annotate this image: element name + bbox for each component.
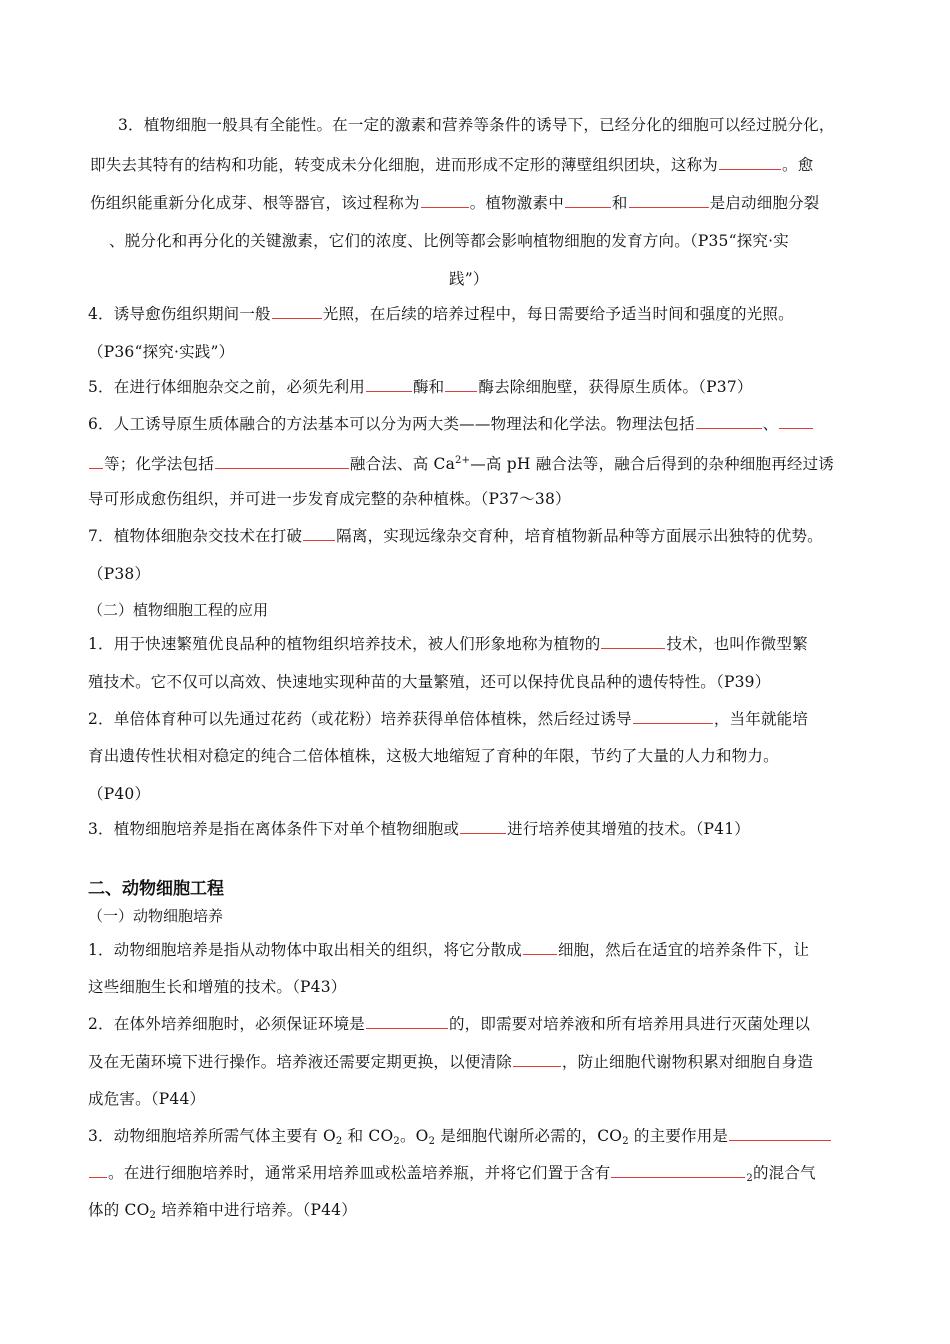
para-7-line-1: 7．植物体细胞杂交技术在打破 隔离，实现远缘杂交育种，培育植物新品种等方面展示出独特的优势。 (88, 527, 823, 545)
answer-blank[interactable] (303, 526, 335, 541)
answer-blank[interactable] (366, 377, 412, 392)
para-4-line-2: （P36“探究·实践”） (88, 343, 235, 361)
answer-blank[interactable] (272, 304, 322, 319)
answer-blank[interactable] (565, 193, 611, 208)
para-6-line-3: 导可形成愈伤组织，并可进一步发育成完整的杂种植株。（P37～38） (88, 490, 571, 508)
application-3-line-1: 3．植物细胞培养是指在离体条件下对单个植物细胞或 进行培养使其增殖的技术。（P41） (88, 820, 750, 838)
answer-blank[interactable] (215, 454, 349, 469)
culture-2-line-1: 2．在体外培养细胞时，必须保证环境是 的，即需要对培养液和所有培养用具进行灭菌处理以 (88, 1015, 811, 1033)
application-2-line-2: 育出遗传性状相对稳定的纯合二倍体植株，这极大地缩短了育种的年限，节约了大量的人力和物力。 (88, 747, 779, 765)
culture-3-line-3: 体的 $CO_2$ 培养箱中进行培养。（P44） (88, 1201, 357, 1221)
answer-blank[interactable] (779, 414, 813, 429)
answer-blank[interactable] (629, 193, 709, 208)
para-7-line-2: （P38） (88, 565, 151, 583)
application-1-line-1: 1．用于快速繁殖优良品种的植物组织培养技术，被人们形象地称为植物的 技术，也叫作微型繁 (88, 635, 808, 653)
culture-1-line-1: 1．动物细胞培养是指从动物体中取出相关的组织，将它分散成 细胞，然后在适宜的培养条件下，让 (88, 941, 810, 959)
para-3-line-2: 即失去其特有的结构和功能，转变成未分化细胞，进而形成不定形的薄壁组织团块，这称为 。愈 (90, 156, 814, 174)
application-2-line-1: 2．单倍体育种可以先通过花药（或花粉）培养获得单倍体植株，然后经过诱导 ，当年就能培 (88, 710, 809, 728)
answer-blank[interactable] (460, 819, 506, 834)
culture-3-line-1: 3．动物细胞培养所需气体主要有 $O_2$ 和 $CO_2$。$O_2$ 是细胞代谢所必需的，$CO_2$ 的主要作用是 (88, 1126, 832, 1152)
para-6-line-1: 6．人工诱导原生质体融合的方法基本可以分为两大类——物理法和化学法。物理法包括 、 (88, 414, 814, 434)
section-heading-animal-cell-engineering: 二、动物细胞工程 (88, 879, 224, 899)
answer-blank[interactable] (696, 414, 762, 429)
section-heading-animal-cell-culture: （一）动物细胞培养 (88, 907, 224, 925)
answer-blank[interactable] (729, 1126, 831, 1141)
para-6-line-2: 等；化学法包括 融合法、高 $Ca^{2+}—$高 pH 融合法等，融合后得到的杂种细胞再经过诱 (88, 451, 834, 474)
answer-blank[interactable] (445, 377, 477, 392)
answer-blank[interactable] (513, 1052, 561, 1067)
para-3-line-5: 践”） (449, 270, 489, 288)
application-2-line-3: （P40） (88, 785, 151, 803)
para-4-line-1: 4．诱导愈伤组织期间一般 光照，在后续的培养过程中，每日需要给予适当时间和强度的光照。 (88, 305, 794, 323)
answer-blank[interactable] (719, 155, 781, 170)
culture-3-line-2: 。在进行细胞培养时，通常采用培养皿或松盖培养瓶，并将它们置于含有 $_2$的混合气 (88, 1163, 816, 1189)
answer-blank[interactable] (601, 634, 665, 649)
para-3-line-3: 伤组织能重新分化成芽、根等器官，该过程称为 。植物激素中 和 是启动细胞分裂 (90, 194, 820, 212)
section-heading-plant-application: （二）植物细胞工程的应用 (88, 601, 269, 619)
culture-2-line-3: 成危害。（P44） (88, 1090, 206, 1108)
answer-blank[interactable] (89, 454, 103, 469)
answer-blank[interactable] (421, 193, 469, 208)
answer-blank[interactable] (633, 709, 713, 724)
answer-blank[interactable] (89, 1163, 107, 1178)
para-3-line-4: 、脱分化和再分化的关键激素，它们的浓度、比例等都会影响植物细胞的发育方向。（P35“探究·实 (109, 232, 789, 250)
para-3-line-1: 3．植物细胞一般具有全能性。在一定的激素和营养等条件的诱导下，已经分化的细胞可以经过脱分化， (118, 116, 835, 134)
answer-blank[interactable] (366, 1014, 448, 1029)
application-1-line-2: 殖技术。它不仅可以高效、快速地实现种苗的大量繁殖，还可以保持优良品种的遗传特性。（P39） (88, 673, 771, 691)
culture-2-line-2: 及在无菌环境下进行操作。培养液还需要定期更换，以便清除 ，防止细胞代谢物积累对细胞自身造 (88, 1053, 814, 1071)
answer-blank[interactable] (611, 1163, 745, 1178)
answer-blank[interactable] (523, 940, 557, 955)
para-5-line-1: 5．在进行体细胞杂交之前，必须先利用 酶和 酶去除细胞壁，获得原生质体。（P37） (88, 378, 753, 396)
culture-1-line-2: 这些细胞生长和增殖的技术。（P43） (88, 978, 347, 996)
